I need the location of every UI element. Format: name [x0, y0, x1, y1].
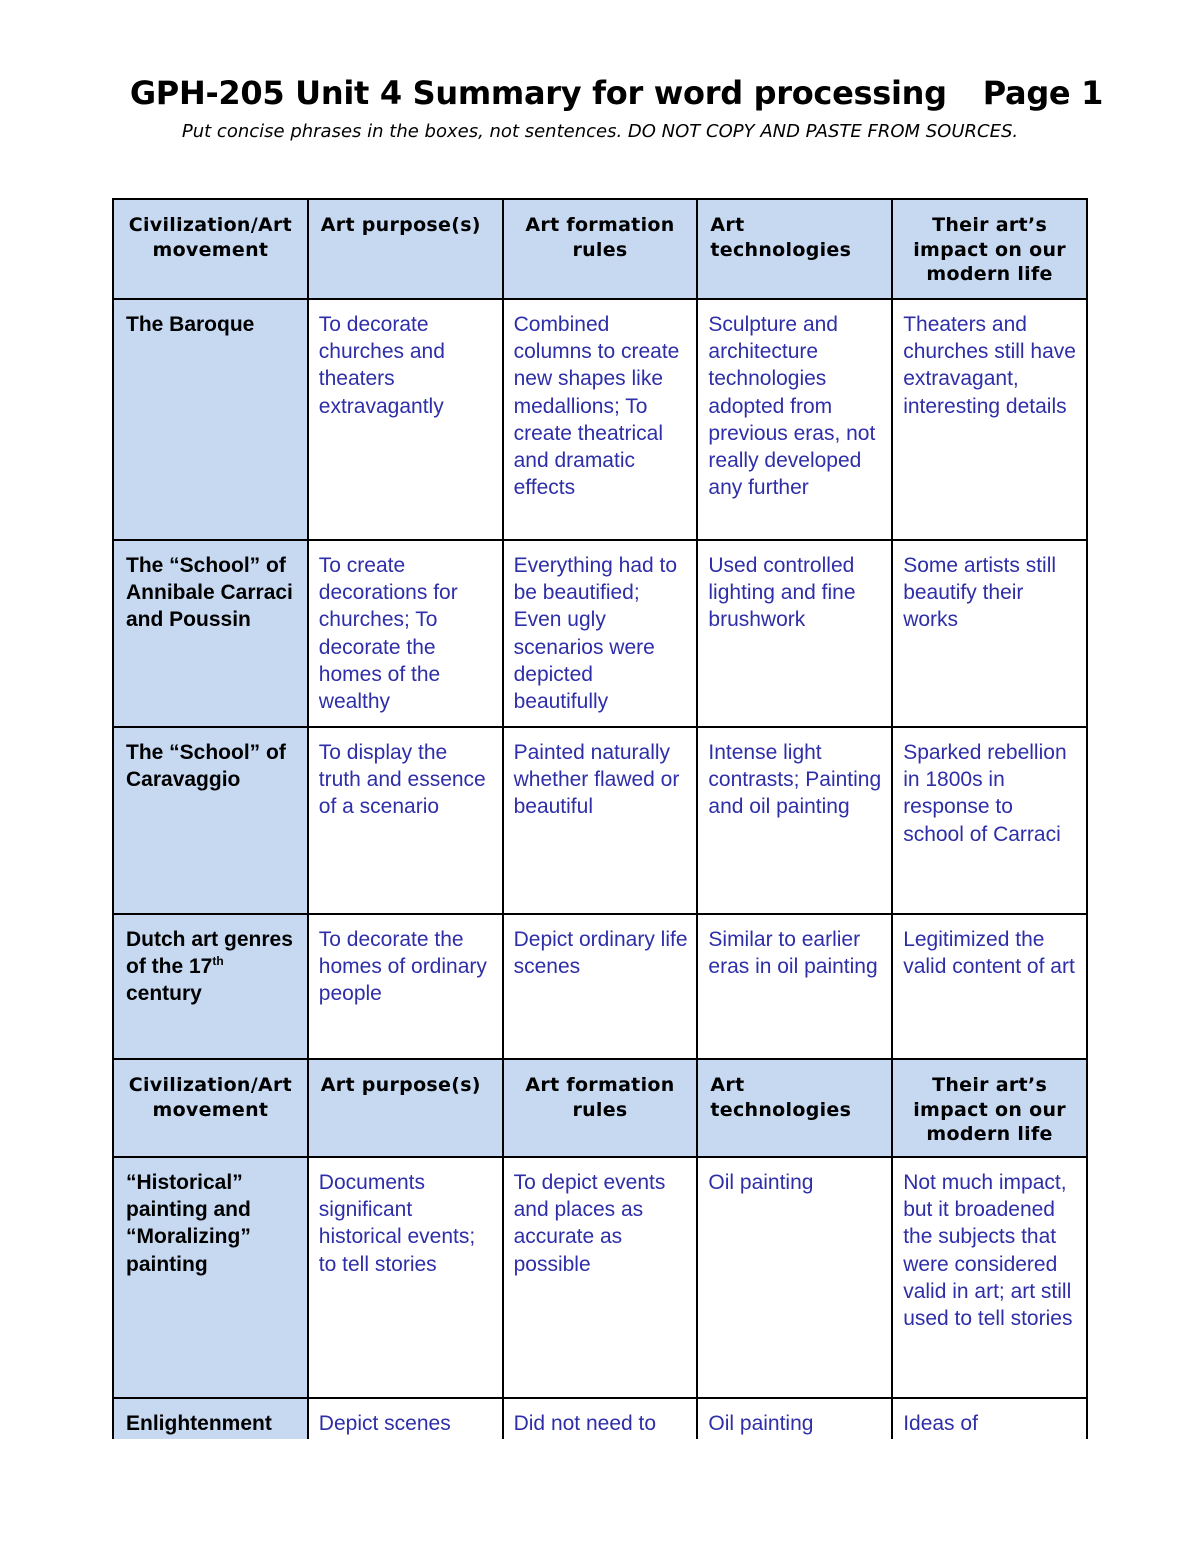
- movement-text-end: century: [126, 982, 202, 1006]
- summary-table: [112, 198, 1088, 1439]
- technologies-cell: Used controlled lighting and fine brushwork: [697, 540, 892, 727]
- rules-cell: To depict events and places as accurate as possible: [503, 1157, 698, 1398]
- technologies-cell: Oil painting: [697, 1398, 892, 1439]
- header-movement: Civilization/Art movement: [113, 1059, 308, 1157]
- movement-cell: Enlightenment: [113, 1398, 308, 1439]
- table-row: [113, 1157, 1087, 1398]
- movement-cell: The “School” of Caravaggio: [113, 727, 308, 914]
- purpose-cell: Documents significant historical events; to tell stories: [308, 1157, 503, 1398]
- header-purpose: Art purpose(s): [308, 1059, 503, 1157]
- header-movement: Civilization/Art movement: [113, 199, 308, 299]
- impact-cell: Not much impact, but it broadened the subjects that were considered valid in art; art still used to tell stories: [892, 1157, 1087, 1398]
- purpose-cell: Depict scenes: [308, 1398, 503, 1439]
- impact-cell: Theaters and churches still have extravagant, interesting details: [892, 299, 1087, 540]
- summary-table-container: [112, 198, 1088, 1439]
- header-rules: Art formation rules: [503, 199, 698, 299]
- table-row: [113, 727, 1087, 914]
- purpose-cell: To decorate churches and theaters extravagantly: [308, 299, 503, 540]
- impact-cell: Sparked rebellion in 1800s in response to school of Carraci: [892, 727, 1087, 914]
- technologies-cell: Sculpture and architecture technologies adopted from previous eras, not really developed any further: [697, 299, 892, 540]
- header-purpose: Art purpose(s): [308, 199, 503, 299]
- technologies-cell: Similar to earlier eras in oil painting: [697, 914, 892, 1059]
- header-impact: Their art’s impact on our modern life: [892, 199, 1087, 299]
- header-row-repeat: [113, 1059, 1087, 1157]
- header-rules: Art formation rules: [503, 1059, 698, 1157]
- movement-cell: The Baroque: [113, 299, 308, 540]
- technologies-cell: Oil painting: [697, 1157, 892, 1398]
- rules-cell: Did not need to: [503, 1398, 698, 1439]
- rules-cell: Painted naturally whether flawed or beautiful: [503, 727, 698, 914]
- movement-text: Dutch art genres of the 17: [126, 928, 293, 979]
- title-text: GPH-205 Unit 4 Summary for word processing: [129, 74, 947, 112]
- rules-cell: Depict ordinary life scenes: [503, 914, 698, 1059]
- table-row: [113, 1398, 1087, 1439]
- header-technologies: Art technologies: [697, 199, 892, 299]
- impact-cell: Legitimized the valid content of art: [892, 914, 1087, 1059]
- impact-cell: Ideas of: [892, 1398, 1087, 1439]
- ordinal-suffix: th: [212, 954, 224, 969]
- movement-cell: The “School” of Annibale Carraci and Poussin: [113, 540, 308, 727]
- movement-cell: “Historical” painting and “Moralizing” painting: [113, 1157, 308, 1398]
- instructions: Put concise phrases in the boxes, not sentences. DO NOT COPY AND PASTE FROM SOURCES.: [181, 121, 1019, 142]
- purpose-cell: To display the truth and essence of a scenario: [308, 727, 503, 914]
- rules-cell: Everything had to be beautified; Even ugly scenarios were depicted beautifully: [503, 540, 698, 727]
- purpose-cell: To decorate the homes of ordinary people: [308, 914, 503, 1059]
- header-row: [113, 199, 1087, 299]
- header-technologies: Art technologies: [697, 1059, 892, 1157]
- movement-cell: [113, 914, 308, 1059]
- impact-cell: Some artists still beautify their works: [892, 540, 1087, 727]
- rules-cell: Combined columns to create new shapes like medallions; To create theatrical and dramatic effects: [503, 299, 698, 540]
- technologies-cell: Intense light contrasts; Painting and oil painting: [697, 727, 892, 914]
- table-row: [113, 914, 1087, 1059]
- purpose-cell: To create decorations for churches; To decorate the homes of the wealthy: [308, 540, 503, 727]
- header-impact: Their art’s impact on our modern life: [892, 1059, 1087, 1157]
- table-row: [113, 299, 1087, 540]
- page-label: Page 1: [982, 74, 1104, 112]
- document-title: [0, 74, 1200, 112]
- table-row: [113, 540, 1087, 727]
